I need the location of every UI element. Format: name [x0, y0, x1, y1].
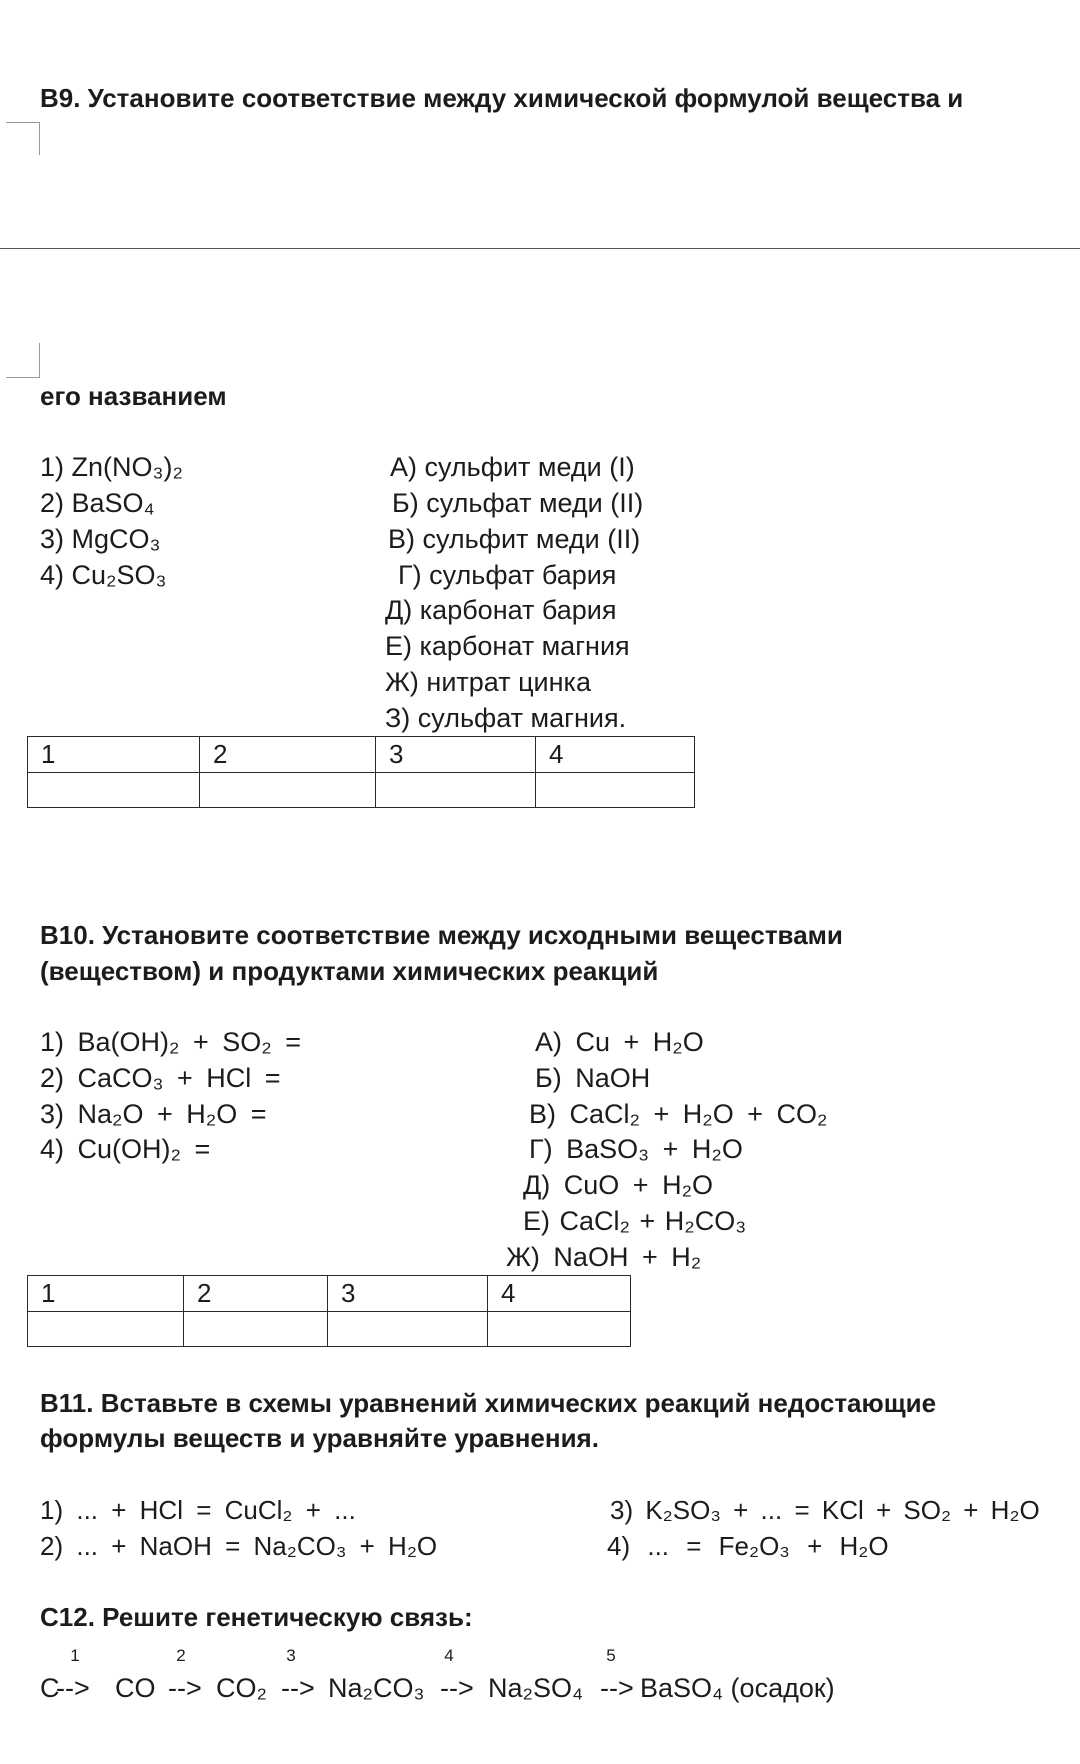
table-header-cell: 1: [28, 1276, 184, 1312]
table-header-cell: 3: [328, 1276, 488, 1312]
table-header-cell: 2: [184, 1276, 328, 1312]
answer-cell: [184, 1312, 328, 1347]
b10-product-option: Е) CaCl₂ + H₂CO₃: [523, 1206, 747, 1236]
answer-cell: [536, 773, 695, 808]
chain-substance: Na₂CO₃: [328, 1673, 425, 1703]
b9-name-option: З) сульфат магния.: [385, 703, 627, 733]
page-break-corner-mark-top-v: [39, 122, 40, 155]
answer-cell: [28, 773, 200, 808]
b10-title: (веществом) и продуктами химических реакций: [40, 956, 659, 986]
answer-cell: [376, 773, 536, 808]
b9-name-option: Г) сульфат бария: [398, 560, 617, 590]
answer-cell: [488, 1312, 631, 1347]
chain-arrow: -->: [168, 1673, 202, 1703]
b10-product-option: Б) NaOH: [535, 1063, 651, 1093]
chain-step-number: 4: [444, 1646, 454, 1665]
b11-equation: 4) ... = Fe₂O₃ + H₂O: [607, 1531, 889, 1561]
table-answer-row: [28, 1312, 631, 1347]
chain-arrow: -->: [440, 1673, 474, 1703]
table-header-cell: 4: [488, 1276, 631, 1312]
b10-reactants: 3) Na₂O + H₂O =: [40, 1099, 267, 1129]
table-header-cell: 1: [28, 737, 200, 773]
b10-title: В10. Установите соответствие между исходными веществами: [40, 920, 843, 950]
b11-title: В11. Вставьте в схемы уравнений химических реакций недостающие: [40, 1388, 937, 1418]
b9-name-option: Б) сульфат меди (II): [392, 488, 644, 518]
b10-product-option: Г) BaSO₃ + H₂O: [529, 1134, 743, 1164]
b9-substance: 1) Zn(NO₃)₂: [40, 452, 183, 482]
b10-reactants: 2) CaCO₃ + HCl =: [40, 1063, 281, 1093]
b10-product-option: Д) CuO + H₂O: [523, 1170, 714, 1200]
b9-title: В9. Установите соответствие между химической формулой вещества и: [40, 83, 964, 113]
b11-equation: 3) K₂SO₃ + ... = KCl + SO₂ + H₂O: [610, 1495, 1040, 1525]
b10-reactants: 1) Ba(OH)₂ + SO₂ =: [40, 1027, 302, 1057]
chain-step-number: 2: [176, 1646, 186, 1665]
b10-product-option: Ж) NaOH + H₂: [506, 1242, 702, 1272]
b9-substance: 3) MgCO₃: [40, 524, 161, 554]
table-header-row: [28, 1276, 631, 1312]
b11-title: формулы веществ и уравняйте уравнения.: [40, 1423, 599, 1453]
b10-product-option: В) CaCl₂ + H₂O + CO₂: [529, 1099, 828, 1129]
page-break-corner-mark-top-h: [6, 122, 40, 123]
b9-name-option: В) сульфит меди (II): [388, 524, 641, 554]
b11-equation: 1) ... + HCl = CuCl₂ + ...: [40, 1495, 356, 1525]
b9-substance: 2) BaSO₄: [40, 488, 155, 518]
table-answer-row: [28, 773, 695, 808]
table-header-row: [28, 737, 695, 773]
b9-substance: 4) Cu₂SO₃: [40, 560, 167, 590]
table-header-cell: 2: [200, 737, 376, 773]
chain-substance: CO₂: [216, 1673, 267, 1703]
page-break-corner-mark-bottom-v: [39, 343, 40, 377]
chain-arrow: -->: [600, 1673, 634, 1703]
b10-answer-table: [27, 1275, 631, 1347]
chain-substance: Na₂SO₄: [488, 1673, 584, 1703]
chain-step-number: 1: [70, 1646, 80, 1665]
chain-step-number: 3: [286, 1646, 296, 1665]
chain-arrow: -->: [56, 1673, 90, 1703]
chain-step-number: 5: [606, 1646, 616, 1665]
table-header-cell: 3: [376, 737, 536, 773]
b10-reactants: 4) Cu(OH)₂ =: [40, 1134, 211, 1164]
page-break-corner-mark-bottom-h: [6, 377, 40, 378]
b9-title-continued: его названием: [40, 381, 227, 411]
chain-substance: CO: [115, 1673, 156, 1703]
b9-name-option: Ж) нитрат цинка: [385, 667, 591, 697]
b9-name-option: А) сульфит меди (I): [390, 452, 635, 482]
answer-cell: [328, 1312, 488, 1347]
chain-substance: BaSO₄ (осадок): [640, 1673, 835, 1703]
b9-name-option: Е) карбонат магния: [385, 631, 630, 661]
table-header-cell: 4: [536, 737, 695, 773]
b11-equation: 2) ... + NaOH = Na₂CO₃ + H₂O: [40, 1531, 438, 1561]
b10-product-option: А) Cu + H₂O: [535, 1027, 704, 1057]
chain-arrow: -->: [281, 1673, 315, 1703]
answer-cell: [200, 773, 376, 808]
answer-cell: [28, 1312, 184, 1347]
c12-title: С12. Решите генетическую связь:: [40, 1602, 473, 1632]
page-separator-line: [0, 248, 1080, 249]
b9-name-option: Д) карбонат бария: [385, 595, 617, 625]
chain-substance: C: [40, 1673, 60, 1703]
b9-answer-table: [27, 736, 695, 808]
